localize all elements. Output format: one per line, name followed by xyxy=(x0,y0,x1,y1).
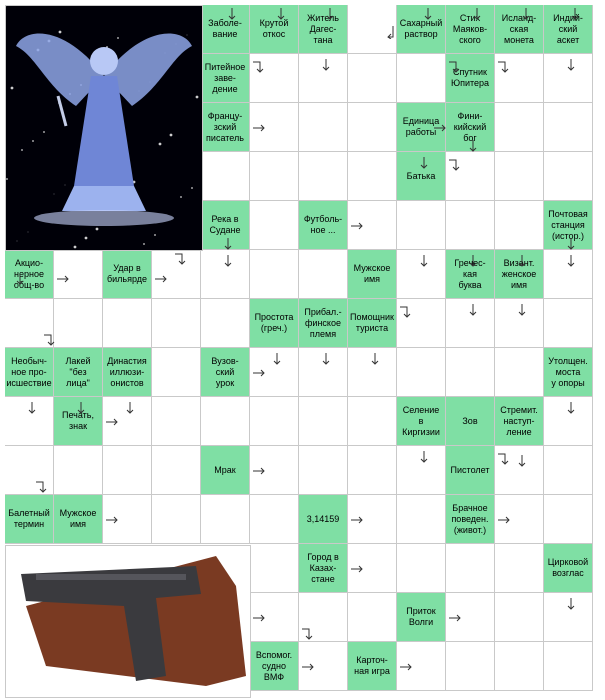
clue-text: Помощник туриста xyxy=(349,312,394,333)
answer-cell[interactable] xyxy=(299,642,348,691)
answer-cell[interactable] xyxy=(299,397,348,446)
clue-text: Индий- ский аскет xyxy=(553,12,583,45)
answer-cell[interactable] xyxy=(103,446,152,495)
answer-cell[interactable] xyxy=(348,5,397,54)
clue-text: Заболе- вание xyxy=(208,18,242,39)
answer-cell[interactable] xyxy=(397,201,446,250)
answer-cell[interactable] xyxy=(495,642,544,691)
answer-cell[interactable] xyxy=(348,397,397,446)
answer-cell[interactable] xyxy=(250,152,299,201)
answer-cell[interactable] xyxy=(446,201,495,250)
answer-cell[interactable] xyxy=(544,495,593,544)
answer-cell[interactable] xyxy=(201,397,250,446)
answer-cell[interactable] xyxy=(495,495,544,544)
answer-cell[interactable] xyxy=(495,201,544,250)
clue-cell xyxy=(495,250,544,299)
clue-text: Вузов- ский урок xyxy=(211,355,239,388)
answer-cell[interactable] xyxy=(5,397,54,446)
clue-text: Утолщен. моста у опоры xyxy=(548,355,588,388)
clue-cell xyxy=(495,397,544,446)
clue-cell xyxy=(54,397,103,446)
answer-cell[interactable] xyxy=(152,348,201,397)
clue-text: Визант. женское имя xyxy=(501,257,537,290)
clue-cell xyxy=(495,5,544,54)
answer-cell[interactable] xyxy=(299,152,348,201)
answer-cell[interactable] xyxy=(5,299,54,348)
clue-cell xyxy=(5,250,54,299)
answer-cell[interactable] xyxy=(152,446,201,495)
clue-text: Прибал.- финское племя xyxy=(304,306,342,339)
clue-text: Акцио- нерное общ-во xyxy=(13,257,45,290)
clue-text: Цирковой возглас xyxy=(547,557,589,578)
answer-cell[interactable] xyxy=(250,348,299,397)
answer-cell[interactable] xyxy=(544,299,593,348)
clue-cell xyxy=(397,593,446,642)
clue-text: Гречес- кая буква xyxy=(454,257,486,290)
clue-cell xyxy=(299,5,348,54)
answer-cell[interactable] xyxy=(5,446,54,495)
clue-cell xyxy=(250,642,299,691)
answer-cell[interactable] xyxy=(348,544,397,593)
answer-cell[interactable] xyxy=(397,544,446,593)
clue-text: Селение в Киргизии xyxy=(402,404,440,437)
clue-cell xyxy=(544,348,593,397)
answer-cell[interactable] xyxy=(348,103,397,152)
answer-cell[interactable] xyxy=(544,152,593,201)
answer-cell[interactable] xyxy=(397,299,446,348)
clue-cell xyxy=(397,5,446,54)
clue-cell xyxy=(201,103,250,152)
clue-cell xyxy=(544,201,593,250)
answer-cell[interactable] xyxy=(250,446,299,495)
clue-cell xyxy=(201,5,250,54)
clue-text: Зов xyxy=(462,415,478,426)
clue-cell xyxy=(5,348,54,397)
answer-cell[interactable] xyxy=(250,544,299,593)
clue-cell xyxy=(299,544,348,593)
clue-cell xyxy=(446,54,495,103)
clue-text: Единица работы xyxy=(402,116,440,137)
answer-cell[interactable] xyxy=(348,54,397,103)
clue-text: Исланд- ская монета xyxy=(501,12,537,45)
angel-zodiac-image xyxy=(5,5,203,251)
clue-cell xyxy=(5,495,54,544)
clue-text: Простота (греч.) xyxy=(254,312,294,333)
answer-cell[interactable] xyxy=(201,250,250,299)
pistol-with-holster-image xyxy=(5,545,251,698)
answer-cell[interactable] xyxy=(299,103,348,152)
answer-cell[interactable] xyxy=(544,593,593,642)
clue-text: Печать, знак xyxy=(62,410,94,431)
answer-cell[interactable] xyxy=(250,54,299,103)
answer-cell[interactable] xyxy=(250,593,299,642)
answer-cell[interactable] xyxy=(250,201,299,250)
clue-cell xyxy=(103,250,152,299)
answer-cell[interactable] xyxy=(250,103,299,152)
answer-cell[interactable] xyxy=(250,495,299,544)
clue-cell xyxy=(250,299,299,348)
answer-cell[interactable] xyxy=(201,152,250,201)
answer-cell[interactable] xyxy=(397,54,446,103)
answer-cell[interactable] xyxy=(299,250,348,299)
answer-cell[interactable] xyxy=(299,593,348,642)
clue-text: Династия иллюзи- онистов xyxy=(107,355,147,388)
answer-cell[interactable] xyxy=(152,299,201,348)
answer-cell[interactable] xyxy=(397,642,446,691)
answer-cell[interactable] xyxy=(152,250,201,299)
answer-cell[interactable] xyxy=(495,446,544,495)
clue-cell xyxy=(348,642,397,691)
clue-text: Приток Волги xyxy=(406,606,436,627)
answer-cell[interactable] xyxy=(54,446,103,495)
clue-text: Карточ- ная игра xyxy=(354,655,390,676)
clue-text: Мрак xyxy=(214,464,236,475)
clue-text: Балетный термин xyxy=(8,508,50,529)
answer-cell[interactable] xyxy=(250,397,299,446)
answer-cell[interactable] xyxy=(446,544,495,593)
clue-text: Необыч- ное про- исшествие xyxy=(6,355,52,388)
answer-cell[interactable] xyxy=(103,397,152,446)
answer-cell[interactable] xyxy=(544,54,593,103)
clue-text: Стремит. наступ- ление xyxy=(500,404,538,437)
answer-cell[interactable] xyxy=(348,593,397,642)
clue-text: Пистолет xyxy=(450,464,490,475)
clue-cell xyxy=(348,299,397,348)
answer-cell[interactable] xyxy=(348,152,397,201)
answer-cell[interactable] xyxy=(495,152,544,201)
clue-text: Францу- зский писатель xyxy=(206,110,244,143)
answer-cell[interactable] xyxy=(544,397,593,446)
clue-cell xyxy=(446,495,495,544)
answer-cell[interactable] xyxy=(348,201,397,250)
answer-cell[interactable] xyxy=(544,446,593,495)
clue-text: Брачное поведен. (живот.) xyxy=(451,502,489,535)
clue-cell xyxy=(446,103,495,152)
clue-text: Город в Казах- стане xyxy=(307,551,339,584)
answer-cell[interactable] xyxy=(446,593,495,642)
answer-cell[interactable] xyxy=(250,250,299,299)
answer-cell[interactable] xyxy=(103,495,152,544)
clue-text: Почтовая станция (истор.) xyxy=(548,208,588,241)
answer-cell[interactable] xyxy=(495,348,544,397)
answer-cell[interactable] xyxy=(495,299,544,348)
answer-cell[interactable] xyxy=(397,250,446,299)
clue-cell xyxy=(299,495,348,544)
clue-text: 3,14159 xyxy=(306,513,340,524)
clue-text: Река в Судане xyxy=(209,214,241,235)
clue-cell xyxy=(397,397,446,446)
clue-cell xyxy=(299,299,348,348)
clue-cell xyxy=(201,446,250,495)
clue-text: Фини- кийский бог xyxy=(453,110,487,143)
clue-text: Питейное заве- дение xyxy=(204,61,246,94)
clue-text: Мужское имя xyxy=(59,508,97,529)
clue-cell xyxy=(446,5,495,54)
clue-cell xyxy=(250,5,299,54)
clue-cell xyxy=(201,54,250,103)
clue-cell xyxy=(544,544,593,593)
answer-cell[interactable] xyxy=(544,642,593,691)
clue-cell xyxy=(446,446,495,495)
answer-cell[interactable] xyxy=(152,495,201,544)
answer-cell[interactable] xyxy=(495,593,544,642)
clue-text: Житель Дагес- тана xyxy=(306,12,339,45)
clue-cell xyxy=(201,201,250,250)
answer-cell[interactable] xyxy=(446,152,495,201)
clue-text: Лакей "без лица" xyxy=(65,355,91,388)
clue-cell xyxy=(54,348,103,397)
answer-cell[interactable] xyxy=(201,299,250,348)
answer-cell[interactable] xyxy=(495,544,544,593)
answer-cell[interactable] xyxy=(299,348,348,397)
answer-cell[interactable] xyxy=(495,103,544,152)
answer-cell[interactable] xyxy=(299,54,348,103)
answer-cell[interactable] xyxy=(103,299,152,348)
answer-cell[interactable] xyxy=(544,250,593,299)
answer-cell[interactable] xyxy=(348,348,397,397)
answer-cell[interactable] xyxy=(152,397,201,446)
clue-cell xyxy=(299,201,348,250)
clue-cell xyxy=(446,250,495,299)
clue-text: Футболь- ное ... xyxy=(303,214,343,235)
answer-cell[interactable] xyxy=(348,446,397,495)
answer-cell[interactable] xyxy=(299,446,348,495)
clue-text: Спутник Юпитера xyxy=(450,67,490,88)
clue-text: Вспомог. судно ВМФ xyxy=(255,649,293,682)
answer-cell[interactable] xyxy=(446,299,495,348)
clue-text: Сахарный раствор xyxy=(399,18,443,39)
clue-cell xyxy=(397,152,446,201)
answer-cell[interactable] xyxy=(544,103,593,152)
answer-cell[interactable] xyxy=(397,348,446,397)
answer-cell[interactable] xyxy=(397,495,446,544)
clue-cell xyxy=(103,348,152,397)
clue-cell xyxy=(348,250,397,299)
answer-cell[interactable] xyxy=(54,250,103,299)
clue-cell xyxy=(544,5,593,54)
clue-text: Удар в бильярде xyxy=(106,263,148,284)
answer-cell[interactable] xyxy=(201,495,250,544)
clue-cell xyxy=(446,397,495,446)
answer-cell[interactable] xyxy=(446,642,495,691)
answer-cell[interactable] xyxy=(446,348,495,397)
clue-cell xyxy=(201,348,250,397)
clue-cell xyxy=(54,495,103,544)
answer-cell[interactable] xyxy=(397,446,446,495)
answer-cell[interactable] xyxy=(54,299,103,348)
clue-text: Батька xyxy=(406,170,436,181)
clue-cell xyxy=(397,103,446,152)
answer-cell[interactable] xyxy=(348,495,397,544)
clue-text: Стих Маяков- ского xyxy=(452,12,488,45)
clue-text: Мужское имя xyxy=(353,263,391,284)
answer-cell[interactable] xyxy=(495,54,544,103)
clue-text: Крутой откос xyxy=(259,18,289,39)
